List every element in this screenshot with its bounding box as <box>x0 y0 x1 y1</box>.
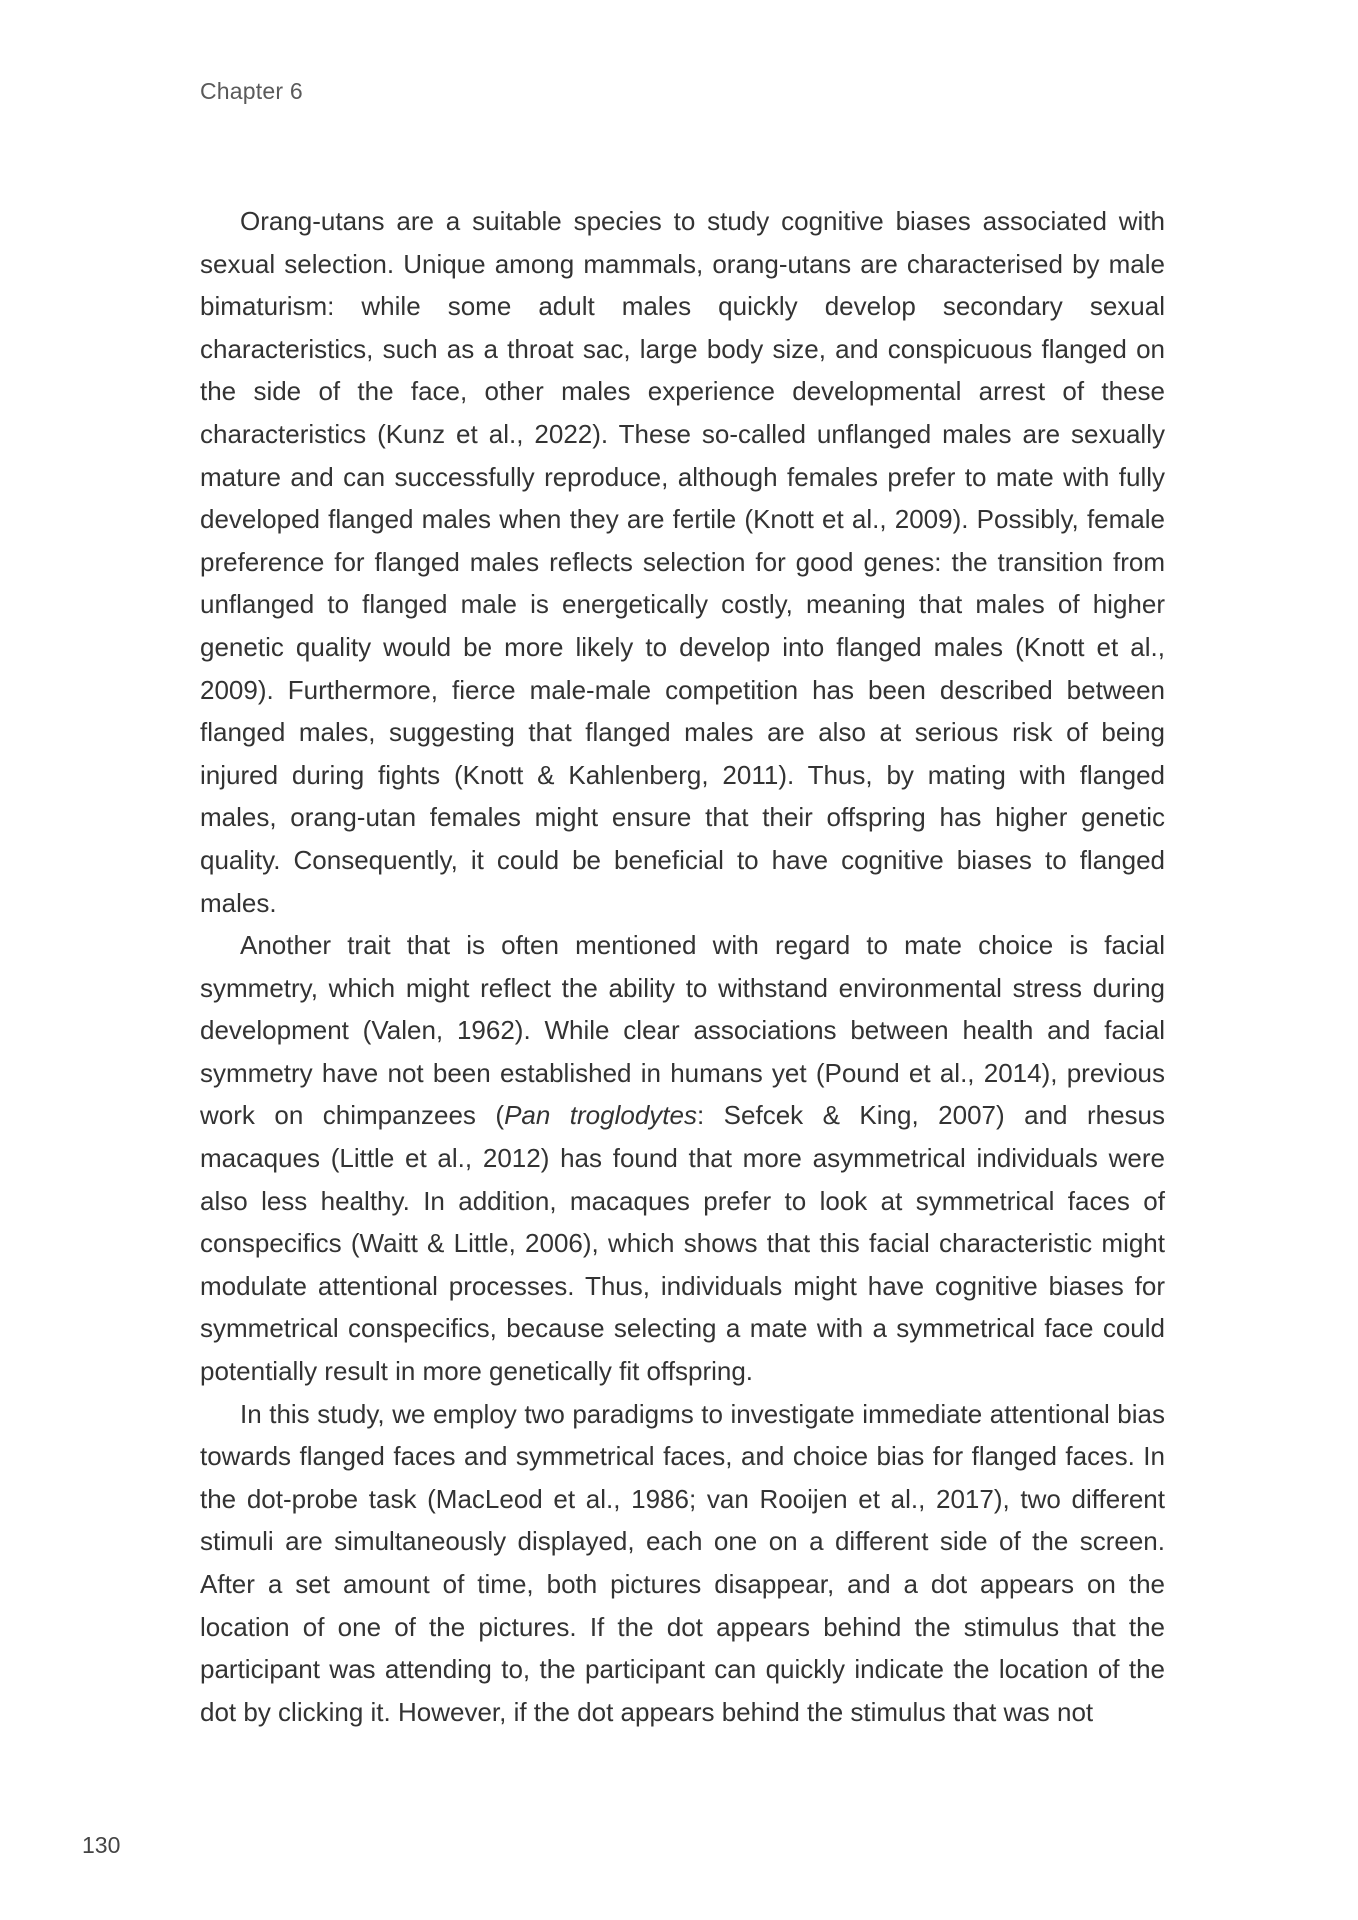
paragraph-2-part-1: Another trait that is often mentioned with regard to mate choice is facial symmetry, which might reflect the ability to withstand environmental stress during development (Valen, 1962). While clear associations between health and facial symmetry have not been established in humans yet (Pound et al., 2014), previous work on chimpanzees ( <box>200 930 1165 1131</box>
paragraph-3: In this study, we employ two paradigms to investigate immediate attentional bias towards flanged faces and symmetrical faces, and choice bias for flanged faces. In the dot-probe task (MacLeod et al., 1986; van Rooijen et al., 2017), two different stimuli are simultaneously displayed, each one on a different side of the screen. After a set amount of time, both pictures disappear, and a dot appears on the location of one of the pictures. If the dot appears behind the stimulus that the participant was attending to, the participant can quickly indicate the location of the dot by clicking it. However, if the dot appears behind the stimulus that was not <box>200 1398 1165 1727</box>
running-head: Chapter 6 <box>200 78 303 104</box>
paragraph-1: Orang-utans are a suitable species to study cognitive biases associated with sexual selection. Unique among mammals, orang-utans are characterised by male bimaturism: while some adult males quickly develop secondary sexual characteristics, such as a throat sac, large body size, and conspicuous flanged on the side of the face, other males experience developmental arrest of these characteristics (Kunz et al., 2022). These so-called unflanged males are sexually mature and can successfully reproduce, although females prefer to mate with fully developed flanged males when they are fertile (Knott et al., 2009). Possibly, female preference for flanged males reflects selection for good genes: the transition from unflanged to flanged male is energetically costly, meaning that males of higher genetic quality would be more likely to develop into flanged males (Knott et al., 2009). Furthermore, fierce male-male competition has been described between flanged males, suggesting that flanged males are also at serious risk of being injured during fights (Knott & Kahlenberg, 2011). Thus, by mating with flanged males, orang-utan females might ensure that their offspring has higher genetic quality. Consequently, it could be beneficial to have cognitive biases to flanged males. <box>200 206 1165 918</box>
paragraph-2-part-2: : Sefcek & King, 2007) and rhesus macaques (Little et al., 2012) has found that more asymmetrical individuals were also less healthy. In addition, macaques prefer to look at symmetrical faces of conspecifics (Waitt & Little, 2006), which shows that this facial characteristic might modulate attentional processes. Thus, individuals might have cognitive biases for symmetrical conspecifics, because selecting a mate with a symmetrical face could potentially result in more genetically fit offspring. <box>200 1100 1165 1387</box>
paragraph-2 <box>200 924 1165 1393</box>
page-number: 130 <box>82 1832 121 1858</box>
species-name-italic: Pan troglodytes <box>504 1100 697 1131</box>
body-text <box>200 200 1165 1733</box>
